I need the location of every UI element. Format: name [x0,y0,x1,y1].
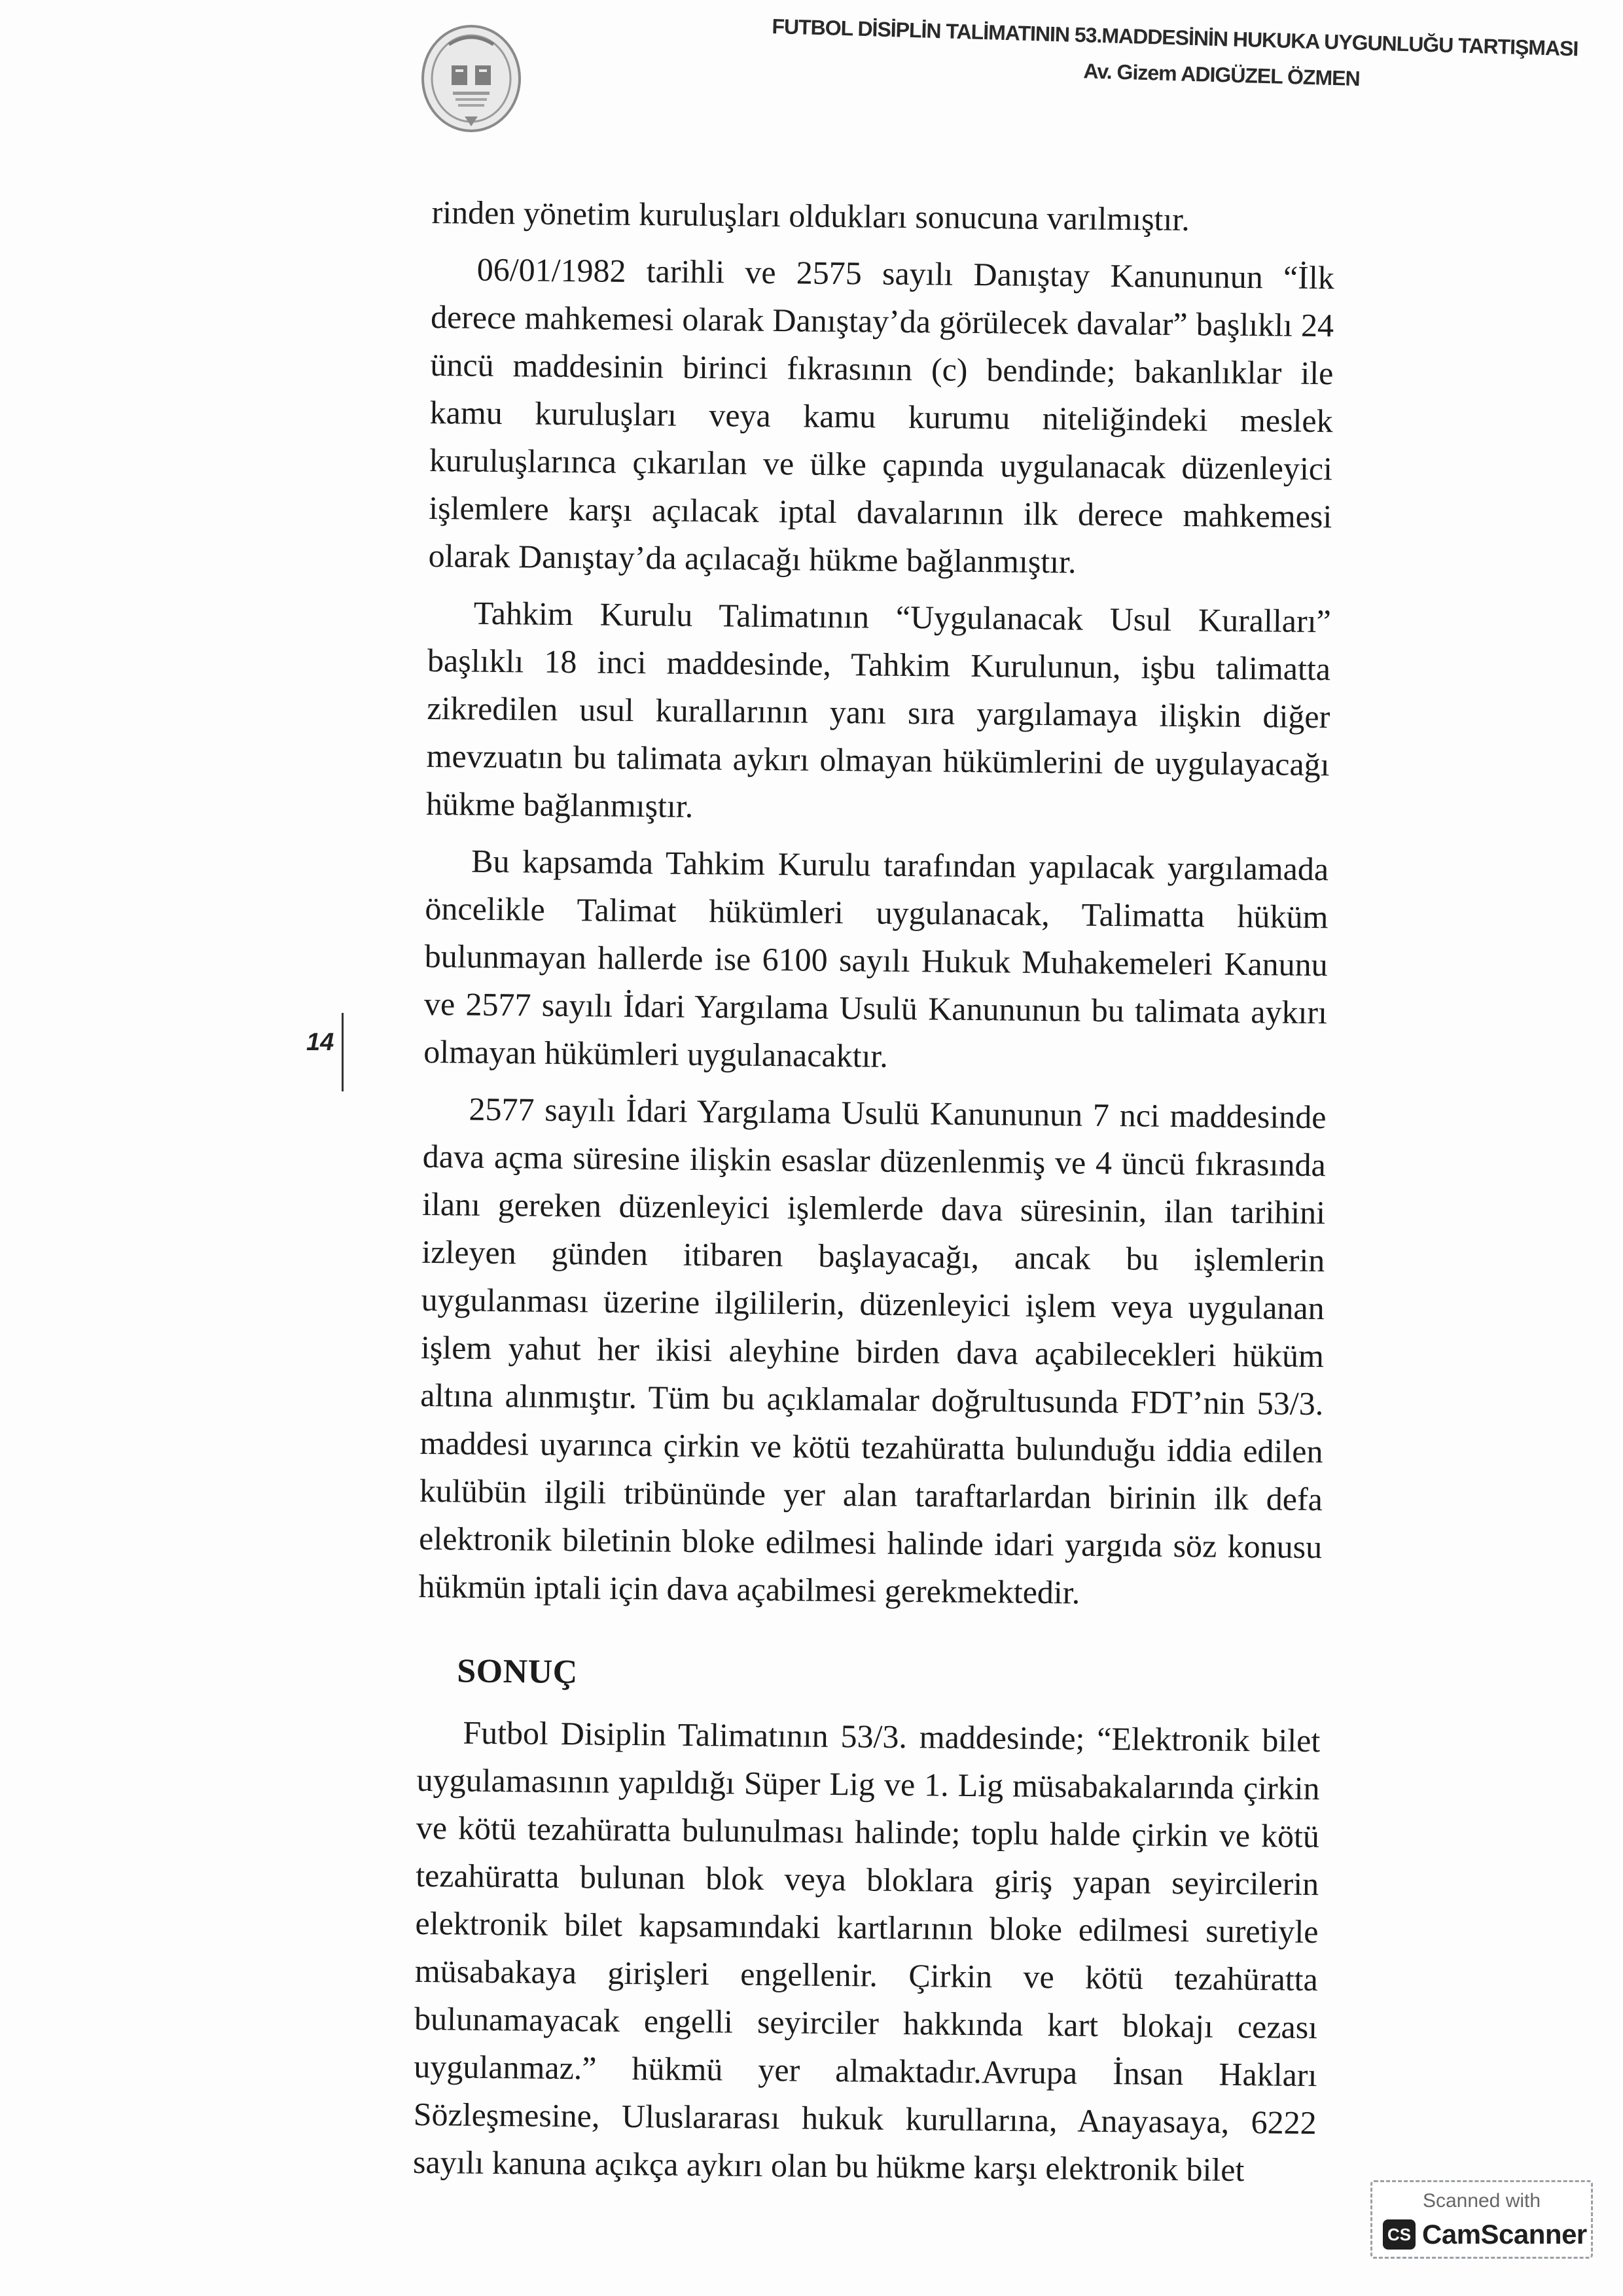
paragraph-2: Tahkim Kurulu Talimatının “Uygulanacak Usul Kuralları” başlıklı 18 inci maddesinde, Tahkim Kurulunun, işbu talimatta zikredilen usul kurallarının yanı sıra yargılamaya ilişkin diğer mevzuatın bu talimata aykırı olmayan hükümlerini de uygulayacağı hükme bağlanmıştır. [425,594,1331,824]
page-number-rule [342,1013,344,1091]
camscanner-badge [1370,2180,1593,2259]
running-header [770,14,1578,91]
paragraph-4: 2577 sayılı İdari Yargılama Usulü Kanununun 7 nci maddesinde dava açma süresine ilişkin esaslar düzenlenmiş ve 4 üncü fıkrasında ilanı gereken düzenleyici işlemlerde dava süresinin, ilan tarihini izleyen günden itibaren başlayacağı, ancak bu işlemlerin uygulanması üzerine ilgililerin, düzenleyici işlem veya uygulanan işlem yahut her ikisi aleyhine birden dava açabilecekleri hüküm altına alınmıştır. Tüm bu açıklamalar doğrultusunda FDT’nin 53/3. maddesi uyarınca çirkin ve kötü tezahüratta bulunduğu iddia edilen kulübün ilgili tribününde yer alan taraftarlardan birinin ilk defa elektronik biletinin bloke edilmesi halinde idari yargıda söz konusu hükmün iptali için dava açabilmesi gerekmektedir. [418,1090,1327,1611]
camscanner-logo-icon: CS [1383,2219,1416,2250]
header-title: FUTBOL DİSİPLİN TALİMATININ 53.MADDESİNİN HUKUKA UYGUNLUĞU TARTIŞMASI [771,14,1578,61]
header-author: Av. Gizem ADIGÜZEL ÖZMEN [1083,59,1361,91]
camscanner-brand-name: CamScanner [1422,2219,1587,2250]
camscanner-brand [1383,2219,1587,2250]
page-number: 14 [306,1029,334,1056]
paragraph-0: rinden yönetim kuruluşları oldukları sonucuna varılmıştır. [431,193,1190,238]
body-text [413,188,1335,2204]
paragraph-1: 06/01/1982 tarihli ve 2575 sayılı Danıştay Kanununun “İlk derece mahkemesi olarak Danıştay’da görülecek davalar” başlıklı 24 üncü maddesinin birinci fıkrasının (c) bendinde; bakanlıklar ile kamu kuruluşları veya kamu kurumu niteliğindeki meslek kuruluşlarınca çıkarılan ve ülke çapında uygulanacak düzenleyici işlemlere karşı açılacak iptal davalarının ilk derece mahkemesi olarak Danıştay’da açılacağı hükme bağlanmıştır. [428,251,1335,580]
section-heading: SONUÇ [456,1652,579,1691]
paragraph-5: Futbol Disiplin Talimatının 53/3. maddesinde; “Elektronik bilet uygulamasının yapıldığı Süper Lig ve 1. Lig müsabakalarında çirkin ve kötü tezahüratta bulunulması halinde; toplu halde çirkin ve kötü tezahüratta bulunan blok veya bloklara giriş yapan seyircilerin elektronik bilet kapsamındaki kartlarının bloke edilmesi suretiyle müsabakaya girişleri engellenir. Çirkin ve kötü tezahüratta bulunamayacak engelli seyirciler hakkında kart blokajı cezası uygulanmaz.” hükmü yer almaktadır.Avrupa İnsan Hakları Sözleşmesine, Uluslararası hukuk kurullarına, Anayasaya, 6222 sayılı kanuna açıkça aykırı olan bu hükme karşı elektronik bilet [412,1714,1321,2189]
university-seal-icon [419,18,524,136]
scanned-with-label: Scanned with [1422,2190,1541,2212]
paragraph-3: Bu kapsamda Tahkim Kurulu tarafından yapılacak yargılamada öncelikle Talimat hükümleri uygulanacak, Talimatta hüküm bulunmayan hallerde ise 6100 sayılı Hukuk Muhakemeleri Kanunu ve 2577 sayılı İdari Yargılama Usulü Kanununun bu talimata aykırı olmayan hükümleri uygulanacaktır. [423,842,1329,1074]
